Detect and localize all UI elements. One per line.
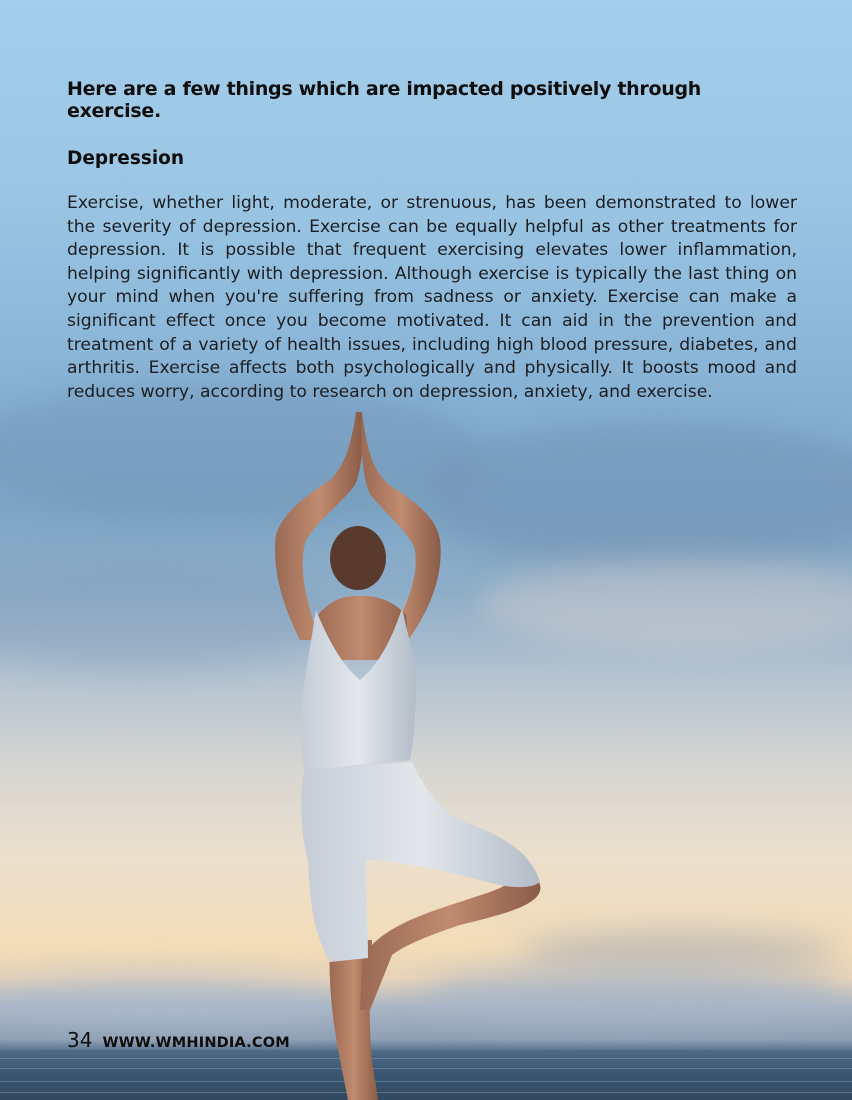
- website-url: WWW.WMHINDIA.COM: [102, 1035, 290, 1051]
- body-paragraph: Exercise, whether light, moderate, or strenuous, has been demonstrated to lower the severity of depression. Exercise can be equally helpful as other treatments for depression. It is possible that frequent exercising elevates lower inflammation, helping significantly with depression. Although exercise is typically the last thing on your mind when you're suffering from sadness or anxiety. Exercise can make a significant effect once you become motivated. It can aid in the prevention and treatment of a variety of health issues, including high blood pressure, diabetes, and arthritis. Exercise affects both psychologically and physically. It boosts mood and reduces worry, according to research on depression, anxiety, and exercise.: [67, 193, 797, 402]
- article: [67, 78, 797, 404]
- section-heading: Depression: [67, 148, 185, 169]
- page-footer: [67, 1028, 290, 1052]
- page-number: 34: [67, 1028, 93, 1052]
- intro-heading: Here are a few things which are impacted positively through exercise.: [67, 78, 701, 122]
